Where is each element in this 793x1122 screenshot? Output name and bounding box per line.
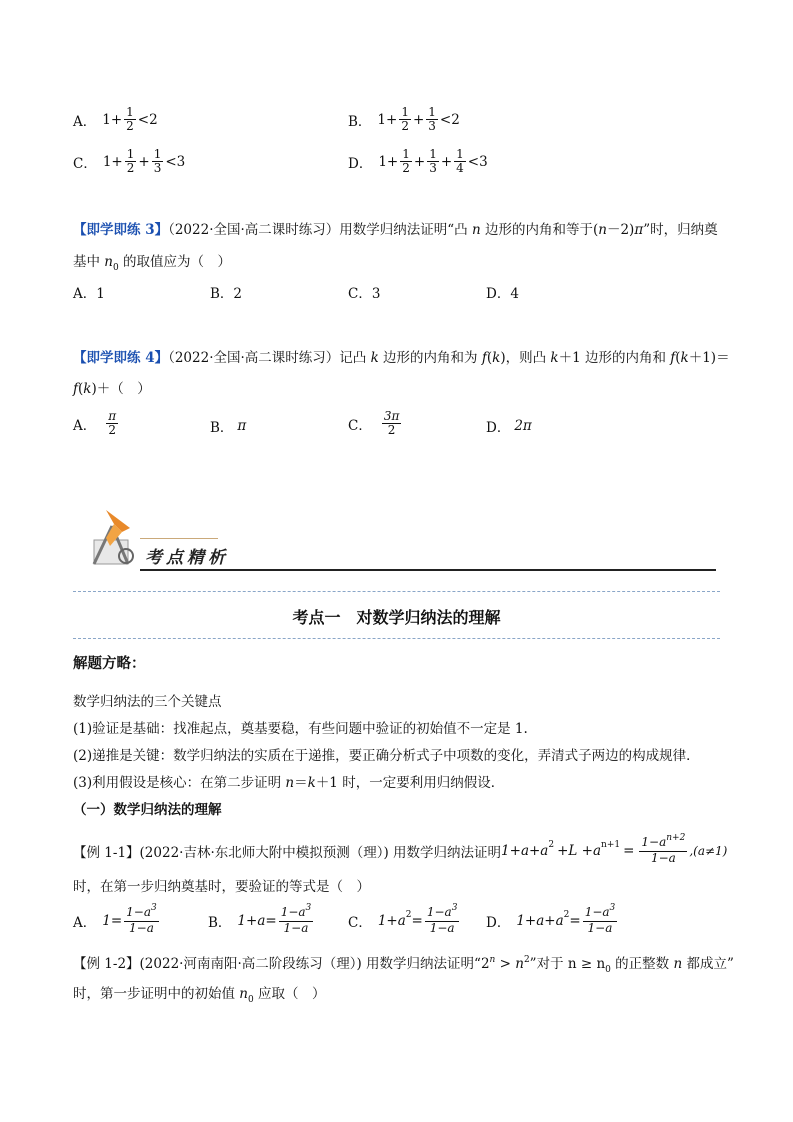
section-heading: 考点一 对数学归纳法的理解 [292,608,501,627]
fraction: $\frac{3\pi}{2}$ [383,409,400,437]
strategy-heading: 解题方略： [73,655,146,672]
example-1-2-tag: 【例 1-2】 [73,956,140,972]
practice-4-option-a[interactable]: A． $\frac{\pi}{2}$ [73,409,117,437]
compass-ruler-icon [86,510,142,570]
practice-4-tag: 【即学即练 4】 [73,350,169,366]
option-a[interactable]: A． 1+ $\frac{1}{2}$ <2 [73,105,158,133]
fraction: $\frac{1}{2}$ [402,147,410,175]
banner-icon [86,510,142,574]
fraction: $\frac{1-a^{n+2}}{1-a}$ [641,833,686,865]
practice-3-option-a[interactable]: A．1 [73,286,105,302]
fraction: $\frac{1}{3}$ [429,147,437,175]
banner-accent-line [140,538,218,539]
practice-4-option-c[interactable]: C． $\frac{3\pi}{2}$ [348,409,400,437]
strategy-line-1: 数学归纳法的三个关键点 [73,694,222,710]
practice-3-option-c[interactable]: C．3 [348,286,381,302]
option-b[interactable]: B． 1+ $\frac{1}{2}$ + $\frac{1}{3}$ <2 [348,105,460,133]
practice-4-option-d[interactable]: D． 2π [486,418,532,436]
banner-title: 考点精析 [145,548,229,568]
practice-3-tag: 【即学即练 3】 [73,222,169,238]
fraction: $\frac{1-a^3}{1-a}$ [426,903,458,935]
example-1-1-tag: 【例 1-1】 [73,844,140,861]
example-1-1-option-a[interactable]: A． 1= $\frac{1-a^3}{1-a}$ [73,903,157,935]
option-row-1 [73,106,158,133]
example-1-1-line-2: 时，在第一步归纳奠基时，要验证的等式是（ ） [73,879,370,895]
example-1-1-option-c[interactable]: C． 1+a 2 = $\frac{1-a^3}{1-a}$ [348,903,458,935]
fraction: $\frac{\pi}{2}$ [108,409,117,437]
fraction: $\frac{1}{4}$ [456,147,464,175]
fraction: $\frac{1}{2}$ [126,147,135,175]
fraction: $\frac{1}{2}$ [126,105,134,133]
practice-3-line-2: 基中 $n_0$ 的取值应为（ ） [73,254,232,273]
strategy-line-2: (1)验证是基础：找准起点，奠基要稳，有些问题中验证的初始值不一定是 1. [73,721,528,737]
example-1-2-line-2: 时，第一步证明中的初始值 $n_0$ 应取（ ） [73,986,326,1005]
fraction: $\frac{1}{2}$ [401,105,409,133]
subsection-heading: （一）数学归纳法的理解 [73,802,222,818]
practice-3-option-d[interactable]: D．4 [486,286,519,302]
strategy-line-3: (2)递推是关键：数学归纳法的实质在于递推，要正确分析式子中项数的变化，弄清式子两边的构成规律． [73,748,700,764]
fraction: $\frac{1}{3}$ [153,147,162,175]
example-1-1-line-1: 【例 1-1】 (2022·吉林·东北师大附中模拟预测（理）) 用数学归纳法证明 1+a+a 2 +L +a n+1 = $\frac{1-a^{n+2}}{1-a}$ ,(a≠1) [73,833,728,865]
example-1-1-option-d[interactable]: D． 1+a+a 2 = $\frac{1-a^3}{1-a}$ [486,903,616,935]
fraction: $\frac{1-a^3}{1-a}$ [584,903,616,935]
practice-4-line-2: f(k)＋（ ） [73,381,151,397]
option-c[interactable]: C． 1+ $\frac{1}{2}$ + $\frac{1}{3}$ <3 [73,147,186,175]
divider-bottom [73,638,720,639]
fraction: $\frac{1-a^3}{1-a}$ [280,903,312,935]
fraction: $\frac{1}{3}$ [428,105,436,133]
practice-4-line-1: 【即学即练 4】（2022·全国·高二课时练习）记凸 k 边形的内角和为 f(k)，则凸 k＋1 边形的内角和 f(k＋1)＝ [73,350,730,366]
divider-top [73,591,720,592]
strategy-line-4: (3)利用假设是核心：在第二步证明 n＝k＋1 时，一定要利用归纳假设． [73,775,505,791]
example-1-1-option-b[interactable]: B． 1+a= $\frac{1-a^3}{1-a}$ [208,903,312,935]
option-d[interactable]: D． 1+ $\frac{1}{2}$ + $\frac{1}{3}$ + $\frac{1}{4}$ <3 [348,147,488,175]
practice-3-line-1: 【即学即练 3】（2022·全国·高二课时练习）用数学归纳法证明“凸 n 边形的内角和等于(n－2)π”时，归纳奠 [73,222,718,238]
example-1-2-line-1: 【例 1-2】(2022·河南南阳·高二阶段练习（理）) 用数学归纳法证明“$2^n > n^2$”对于 $n \ge n_0$ 的正整数 n 都成立” [73,955,734,975]
practice-3-option-b[interactable]: B．2 [210,286,243,302]
banner-underline [140,569,716,571]
practice-4-option-b[interactable]: B． π [210,418,247,436]
fraction: $\frac{1-a^3}{1-a}$ [126,903,157,935]
